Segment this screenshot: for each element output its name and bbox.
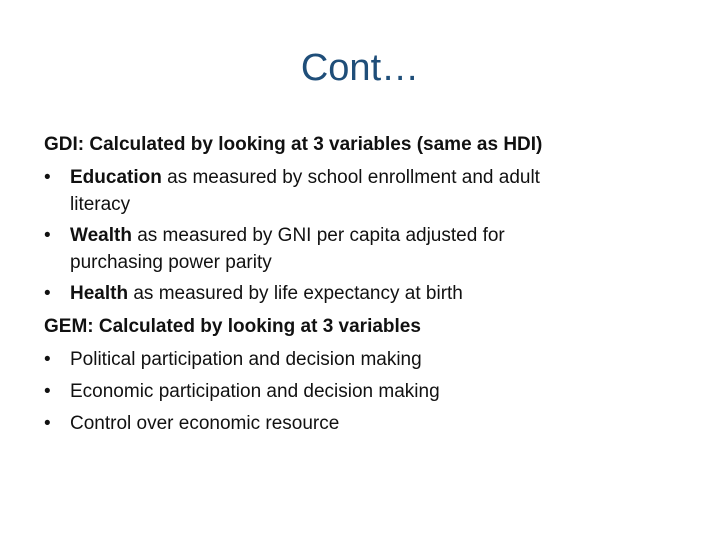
- bullet-marker: [44, 376, 64, 408]
- bullet-text-political: Political participation and decision making: [70, 349, 422, 370]
- bullet-text-health: as measured by life expectancy at birth: [128, 283, 463, 304]
- bullet-lead-health: Health: [70, 283, 129, 304]
- bullet-marker: [44, 344, 64, 376]
- bullet-marker: [44, 278, 64, 310]
- bullet-text-wealth: as measured by GNI per capita adjusted for: [131, 225, 505, 246]
- bullet-political: [44, 344, 684, 376]
- bullet-text-education: as measured by school enrollment and adult: [161, 167, 540, 188]
- bullet-economic: [44, 376, 684, 408]
- bullet-education: [44, 162, 684, 220]
- bullet-control: [44, 408, 684, 440]
- bullet-continuation-education: literacy: [70, 194, 131, 215]
- bullet-text-control: Control over economic resource: [70, 413, 340, 434]
- bullet-health: [44, 278, 684, 310]
- bullet-marker: [44, 408, 64, 440]
- bullet-continuation-wealth: purchasing power parity: [70, 252, 272, 273]
- gdi-heading: GDI: Calculated by looking at 3 variables (same as HDI): [44, 134, 543, 155]
- bullet-wealth: [44, 220, 684, 278]
- slide-title: Cont…: [300, 47, 420, 89]
- bullet-lead-education: Education: [70, 167, 162, 188]
- bullet-lead-wealth: Wealth: [70, 225, 132, 246]
- bullet-text-economic: Economic participation and decision making: [70, 381, 440, 402]
- slide-body: [44, 128, 684, 440]
- bullet-marker: [44, 162, 64, 194]
- gem-heading: GEM: Calculated by looking at 3 variables: [44, 316, 421, 337]
- bullet-marker: [44, 220, 64, 252]
